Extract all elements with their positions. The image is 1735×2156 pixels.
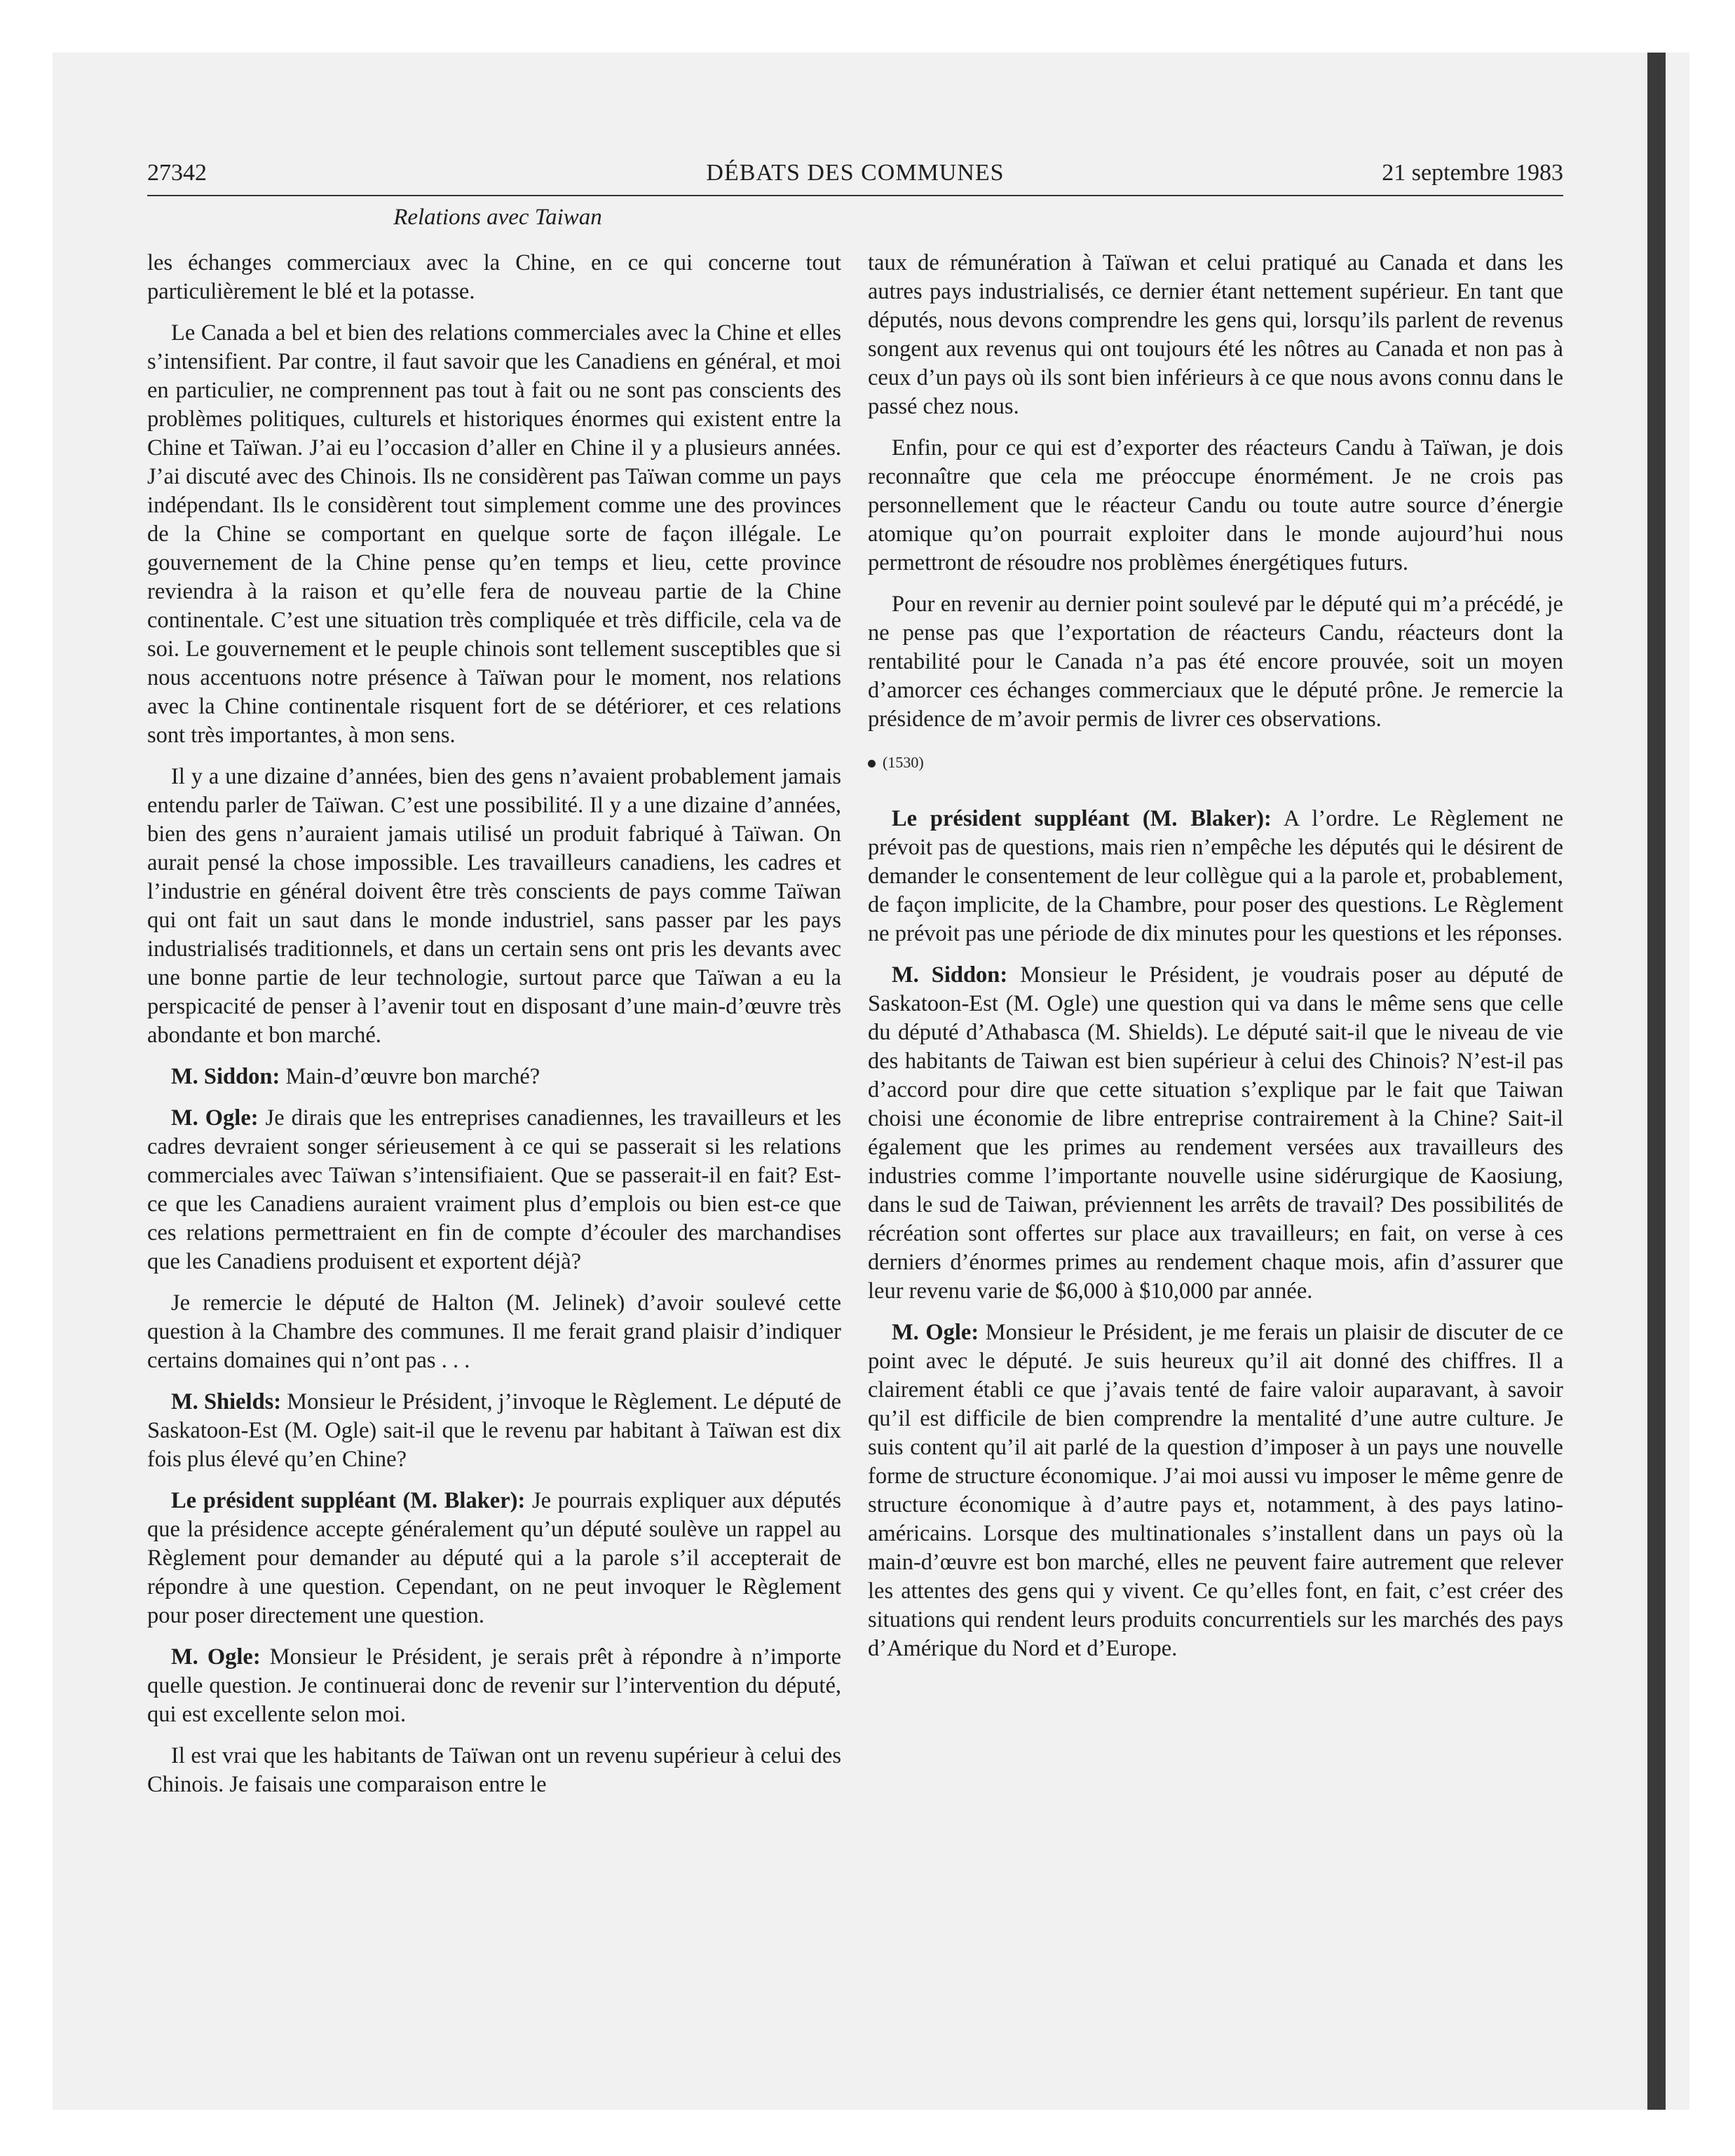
speech-text: Je dirais que les entreprises canadiennes, les travailleurs et les cadres devraient songer sérieusement à ce qui se passerait si les relations commerciales avec Taïwan s’intensifiaient. Que se passerait-il en fait? Est-ce que les Canadiens auraient vraiment plus d’emplois ou bien est-ce que ces relations permettraient en fin de compte d’écouler des marchandises que les Canadiens produisent et exportent déjà? <box>147 1105 842 1274</box>
speech-paragraph <box>147 1487 841 1630</box>
paragraph: taux de rémunération à Taïwan et celui pratiqué au Canada et dans les autres pays industrialisés, ce dernier étant nettement supérieur. En tant que députés, nous devons comprendre les gens qui, lorsqu’ils parlent de revenus songent aux revenus qui ont toujours été les nôtres au Canada et non pas à ceux d’un pays où ils sont bien inférieurs à ce que nous avons connu dans le passé chez nous. <box>868 250 1563 419</box>
speech-text: Monsieur le Président, je me ferais un plaisir de discuter de ce point avec le député. Je suis heureux qu’il ait donné des chiffres. Il a clairement établi ce que j’avais tenté de faire valoir auparavant, à savoir qu’il est difficile de bien comprendre la mentalité d’une autre culture. Je suis content qu’il ait parlé de la question d’imposer à un pays une nouvelle forme de structure économique. J’ai moi aussi vu imposer le même genre de structure économique à d’autre pays et, notamment, à des pays latino-américains. Lorsque des multinationales s’installent dans un pays où la main-d’œuvre est bon marché, elles ne peuvent faire autrement que relever les attentes des gens qui y vivent. Ce qu’elles font, en fait, c’est créer des situations qui rendent leurs produits concurrentiels sur les marchés des pays d’Amérique du Nord et d’Europe. <box>868 1320 1564 1661</box>
paragraph: Il y a une dizaine d’années, bien des gens n’avaient probablement jamais entendu parler de Taïwan. C’est une possibilité. Il y a une dizaine d’années, bien des gens n’auraient jamais utilisé un produit fabriqué à Taïwan. On aurait pensé la chose impossible. Les travailleurs canadiens, les cadres et l’industrie en général doivent être très conscients de pays comme Taïwan qui ont fait un saut dans le monde industriel, sans passer par les pays industrialisés traditionnels, et dans un certain sens ont pris les devants avec une bonne partie de leur technologie, surtout parce que Taïwan a eu la perspicacité de penser à l’avenir tout en disposant d’une main-d’œuvre très abondante et bon marché. <box>147 764 841 1048</box>
speech-paragraph <box>868 1318 1563 1663</box>
speaker-name: M. Siddon: <box>171 1064 280 1089</box>
paragraph: les échanges commerciaux avec la Chine, en ce qui concerne tout particulièrement le blé et la potasse. <box>147 250 841 304</box>
speaker-name: M. Shields: <box>171 1389 282 1414</box>
paragraph: Il est vrai que les habitants de Taïwan ont un revenu supérieur à celui des Chinois. Je faisais une comparaison entre le <box>147 1743 841 1797</box>
paragraph: Pour en revenir au dernier point soulevé par le député qui m’a précédé, je ne pense pas que l’exportation de réacteurs Candu, réacteurs dont la rentabilité pour le Canada n’a pas été encore prouvée, soit un moyen d’amorcer ces échanges commerciaux que le député prône. Je remercie la présidence de m’avoir permis de livrer ces observations. <box>868 592 1563 732</box>
section-title: Relations avec Taiwan <box>393 205 602 230</box>
bullet-icon <box>868 760 876 767</box>
paragraph: Le Canada a bel et bien des relations commerciales avec la Chine et elles s’intensifient. Par contre, il faut savoir que les Canadiens en général, et moi en particulier, ne comprennent pas tout à fait ou ne sont pas conscients des problèmes politiques, culturels et historiques énormes qui existent entre la Chine et Taïwan. J’ai eu l’occasion d’aller en Chine il y a plusieurs années. J’ai discuté avec des Chinois. Ils ne considèrent pas Taïwan comme un pays indépendant. Ils le considèrent tout simplement comme une des provinces de la Chine se comportant en quelque sorte de façon illégale. Le gouvernement de la Chine pense qu’en temps et lieu, cette province reviendra à la raison et qu’elle fera de nouveau partie de la Chine continentale. C’est une situation très compliquée et très difficile, cela va de soi. Le gouvernement et le peuple chinois sont tellement susceptibles que si nous accentuons notre présence à Taïwan pour le moment, nos relations avec la Chine continentale risquent fort de se détériorer, et ces relations sont très importantes, à mon sens. <box>147 320 841 748</box>
header-rule <box>147 195 1563 196</box>
speech-paragraph <box>868 805 1563 948</box>
speech-text: Main-d’œuvre bon marché? <box>285 1064 540 1089</box>
speaker-name: M. Siddon: <box>892 962 1008 988</box>
speech-text: Monsieur le Président, j’invoque le Règlement. Le député de Saskatoon-Est (M. Ogle) sait-il que le revenu par habitant à Taïwan est dix fois plus élevé qu’en Chine? <box>147 1389 841 1472</box>
speech-paragraph <box>147 1388 841 1474</box>
paragraph: Je remercie le député de Halton (M. Jelinek) d’avoir soulevé cette question à la Chambre des communes. Il me ferait grand plaisir d’indiquer certains domaines qui n’ont pas . . . <box>147 1290 841 1373</box>
speech-text: A l’ordre. Le Règlement ne prévoit pas de questions, mais rien n’empêche les députés qui le désirent de demander le consentement de leur collègue qui a la parole et, probablement, de façon implicite, de la Chambre, pour poser des questions. Le Règlement ne prévoit pas une période de dix minutes pour les questions et les réponses. <box>868 806 1563 946</box>
scan-edge <box>1647 53 1666 2110</box>
speech-text: Je pourrais expliquer aux députés que la présidence accepte généralement qu’un député soulève un rappel au Règlement pour demander au député qui a la parole s’il accepterait de répondre à une question. Cependant, on ne peut invoquer le Règlement pour poser directement une question. <box>147 1488 841 1628</box>
speaker-name: M. Ogle: <box>171 1644 261 1670</box>
speaker-name: M. Ogle: <box>892 1320 979 1345</box>
speech-text: Monsieur le Président, je voudrais poser au député de Saskatoon-Est (M. Ogle) une question qui va dans le même sens que celle du député d’Athabasca (M. Shields). Le député sait-il que le niveau de vie des habitants de Taiwan est bien supérieur à celui des Chinois? N’est-il pas d’accord pour dire que cette situation s’explique par le fait que Taiwan choisi une économie de libre entreprise contrairement à la Chine? Sait-il également que les primes au rendement versées aux travailleurs des industries comme l’importante nouvelle usine sidérurgique de Kaosiung, dans le sud de Taiwan, préviennent les arrêts de travail? Des possibilités de récréation sont offertes sur place aux travailleurs; en fait, on verse à ces derniers d’énormes primes au rendement chaque mois, afin d’assurer que leur revenu varie de $6,000 à $10,000 par année. <box>868 962 1564 1304</box>
speaker-name: M. Ogle: <box>171 1105 259 1131</box>
left-column <box>147 249 841 1812</box>
speech-paragraph <box>868 961 1563 1306</box>
speaker-name: Le président suppléant (M. Blaker): <box>171 1488 526 1513</box>
page-number: 27342 <box>147 160 207 186</box>
speech-paragraph <box>147 1063 841 1091</box>
page-header <box>147 160 1563 192</box>
time-marker <box>868 748 1563 777</box>
page-date: 21 septembre 1983 <box>1382 160 1563 186</box>
paragraph: Enfin, pour ce qui est d’exporter des réacteurs Candu à Taïwan, je dois reconnaître que cela me préoccupe énormément. Je ne crois pas personnellement que le réacteur Candu ou toute autre source d’énergie atomique qu’on pourrait exploiter dans le monde aujourd’hui nous permettront de résoudre nos problèmes énergétiques futurs. <box>868 435 1563 575</box>
journal-title: DÉBATS DES COMMUNES <box>706 160 1005 186</box>
time-marker-text: (1530) <box>883 753 924 771</box>
speech-text: Monsieur le Président, je serais prêt à répondre à n’importe quelle question. Je continuerai donc de revenir sur l’intervention du député, qui est excellente selon moi. <box>147 1644 842 1727</box>
speaker-name: Le président suppléant (M. Blaker): <box>892 806 1272 831</box>
speech-paragraph <box>147 1643 841 1729</box>
right-column <box>868 249 1563 1676</box>
speech-paragraph <box>147 1104 841 1276</box>
